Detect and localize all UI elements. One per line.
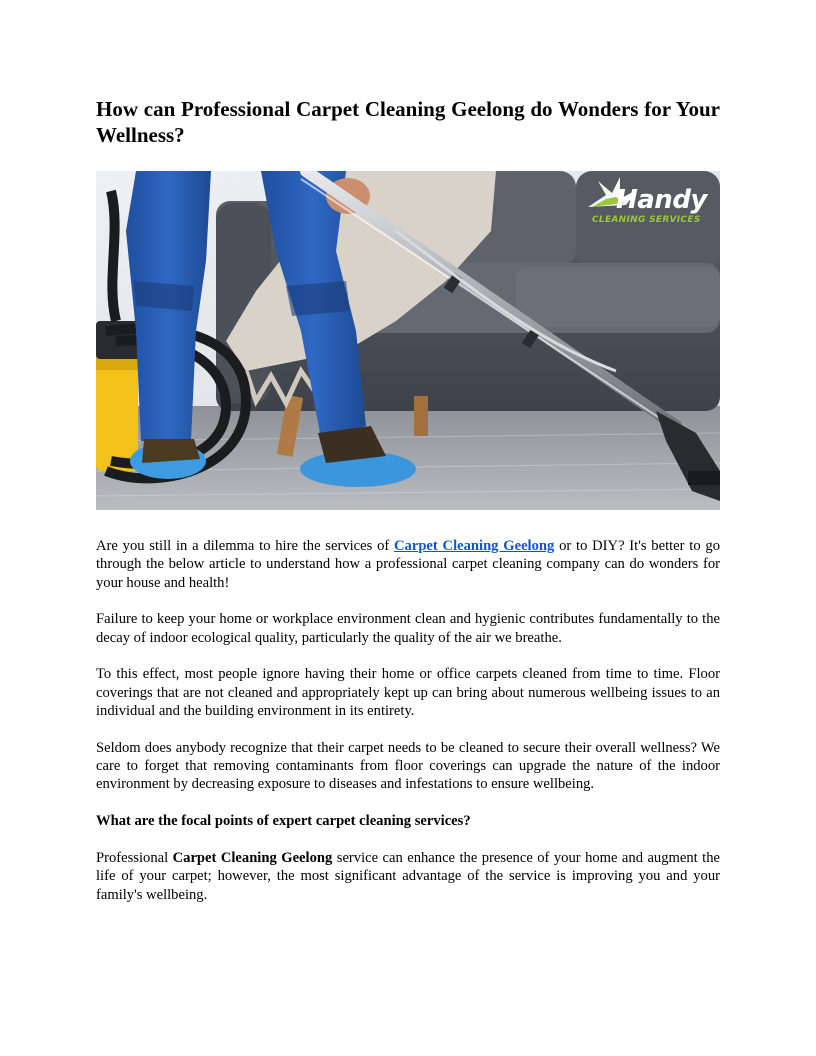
paragraph-ignore: To this effect, most people ignore having their home or office carpets cleaned from time to time. Floor coverings that are not cleaned and appropriately kept up can bring about numerous wellbeing issues to an individual and the building environment in its entirety. xyxy=(96,666,720,720)
intro-text-after: or to DIY? It's better to go through the below article to understand how a professional carpet cleaning company can do wonders for your house and health! xyxy=(96,538,720,591)
document-page xyxy=(96,96,720,904)
professional-text-before: Professional xyxy=(96,850,173,867)
intro-text-before: Are you still in a dilemma to hire the services of xyxy=(96,538,394,554)
paragraph-seldom: Seldom does anybody recognize that their carpet needs to be cleaned to secure their overall wellness? We care to forget that removing contaminants from floor coverings can upgrade the nature of the indoor environment by decreasing exposure to diseases and infestations to ensure wellbeing. xyxy=(96,739,720,793)
section-heading-text: What are the focal points of expert carpet cleaning services? xyxy=(96,813,471,830)
paragraph-failure: Failure to keep your home or workplace environment clean and hygienic contributes fundamentally to the decay of indoor ecological quality, particularly the quality of the air we breathe. xyxy=(96,611,720,646)
carpet-cleaning-geelong-link[interactable]: Carpet Cleaning Geelong xyxy=(394,538,555,554)
article-title: How can Professional Carpet Cleaning Geelong do Wonders for Your Wellness? xyxy=(96,97,720,147)
logo-brand-text: Handy xyxy=(616,185,707,215)
logo-tagline-text: CLEANING SERVICES xyxy=(592,215,701,225)
paragraph-professional xyxy=(96,849,720,904)
professional-text-after: service can enhance the presence of your home and augment the life of your carpet; however, the most significant advantage of the service is improving you and your family's wellbeing. xyxy=(96,850,720,903)
professional-bold-phrase: Carpet Cleaning Geelong xyxy=(172,850,333,867)
intro-paragraph xyxy=(96,537,720,592)
section-heading xyxy=(96,812,720,830)
hero-image xyxy=(96,171,720,510)
brand-logo xyxy=(576,177,716,229)
